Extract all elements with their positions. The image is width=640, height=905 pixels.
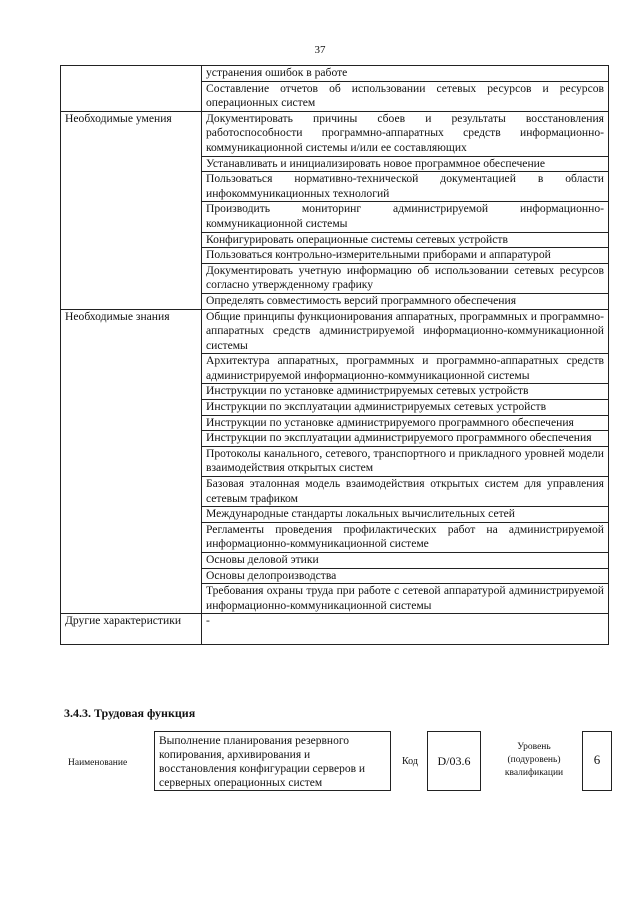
- code-box: D/03.6: [427, 731, 481, 791]
- skills-label: Необходимые умения: [61, 111, 202, 309]
- table-row: [61, 309, 609, 354]
- other-value: -: [202, 614, 609, 645]
- table-cell-item: Пользоваться нормативно-технической документацией в области инфокоммуникационных технологий: [202, 172, 609, 202]
- table-cell-item: Базовая эталонная модель взаимодействия открытых систем для управления сетевым трафиком: [202, 477, 609, 507]
- table-cell-item: Инструкции по установке администрируемых сетевых устройств: [202, 384, 609, 400]
- level-label: Уровень (подуровень) квалификации: [504, 742, 564, 778]
- table-cell-item: Инструкции по эксплуатации администрируемых сетевых устройств: [202, 400, 609, 416]
- function-name-box: Выполнение планирования резервного копирования, архивирования и восстановления конфигурации серверов и серверных операционных систем: [154, 731, 391, 791]
- section-heading: 3.4.3. Трудовая функция: [64, 706, 196, 720]
- table-cell-item: Документировать причины сбоев и результаты восстановления работоспособности программно-аппаратных средств информационно-коммуникационной системы и/или ее составляющих: [202, 111, 609, 156]
- table-cell-item: Определять совместимость версий программного обеспечения: [202, 293, 609, 309]
- table-cell-item: Основы делопроизводства: [202, 568, 609, 584]
- table-cell-item: Протоколы канального, сетевого, транспортного и прикладного уровней модели взаимодействия открытых систем: [202, 446, 609, 476]
- table-row: [61, 111, 609, 156]
- table-cell-item: Инструкции по установке администрируемого программного обеспечения: [202, 415, 609, 431]
- table-cell-item: Пользоваться контрольно-измерительными приборами и аппаратурой: [202, 248, 609, 264]
- table-cell-item: Регламенты проведения профилактических работ на администрируемой информационно-коммуникационной системе: [202, 522, 609, 552]
- table-cell-item: Составление отчетов об использовании сетевых ресурсов и ресурсов операционных систем: [202, 81, 609, 111]
- page-number: 37: [314, 44, 326, 56]
- table-cell-item: Инструкции по эксплуатации администрируемого программного обеспечения: [202, 431, 609, 447]
- table-cell-item: Требования охраны труда при работе с сетевой аппаратурой администрируемой информационно-коммуникационной системы: [202, 584, 609, 614]
- table-cell-item: Конфигурировать операционные системы сетевых устройств: [202, 232, 609, 248]
- table-cell-item: Документировать учетную информацию об использовании сетевых ресурсов согласно утвержденному графику: [202, 263, 609, 293]
- name-label: Наименование: [68, 758, 128, 768]
- competency-table: [60, 65, 609, 645]
- table-cell-item: Производить мониторинг администрируемой информационно-коммуникационной системы: [202, 202, 609, 232]
- table-cell-item: Устанавливать и инициализировать новое программное обеспечение: [202, 156, 609, 172]
- table-cell-item: Архитектура аппаратных, программных и программно-аппаратных средств администрируемой информационно-коммуникационной системы: [202, 354, 609, 384]
- table-cell-item: устранения ошибок в работе: [202, 66, 609, 82]
- table-cell-item: Международные стандарты локальных вычислительных сетей: [202, 507, 609, 523]
- table-row: [61, 614, 609, 645]
- knowledge-label: Необходимые знания: [61, 309, 202, 614]
- labor-function-header: [60, 731, 612, 794]
- table-cell-empty: [61, 66, 202, 112]
- table-cell-item: Общие принципы функционирования аппаратных, программных и программно-аппаратных средств администрируемой информационно-коммуникационной системы: [202, 309, 609, 354]
- code-label: Код: [402, 756, 418, 767]
- table-cell-item: Основы деловой этики: [202, 553, 609, 569]
- other-label: Другие характеристики: [61, 614, 202, 645]
- table-row: [61, 66, 609, 82]
- level-box: 6: [582, 731, 612, 791]
